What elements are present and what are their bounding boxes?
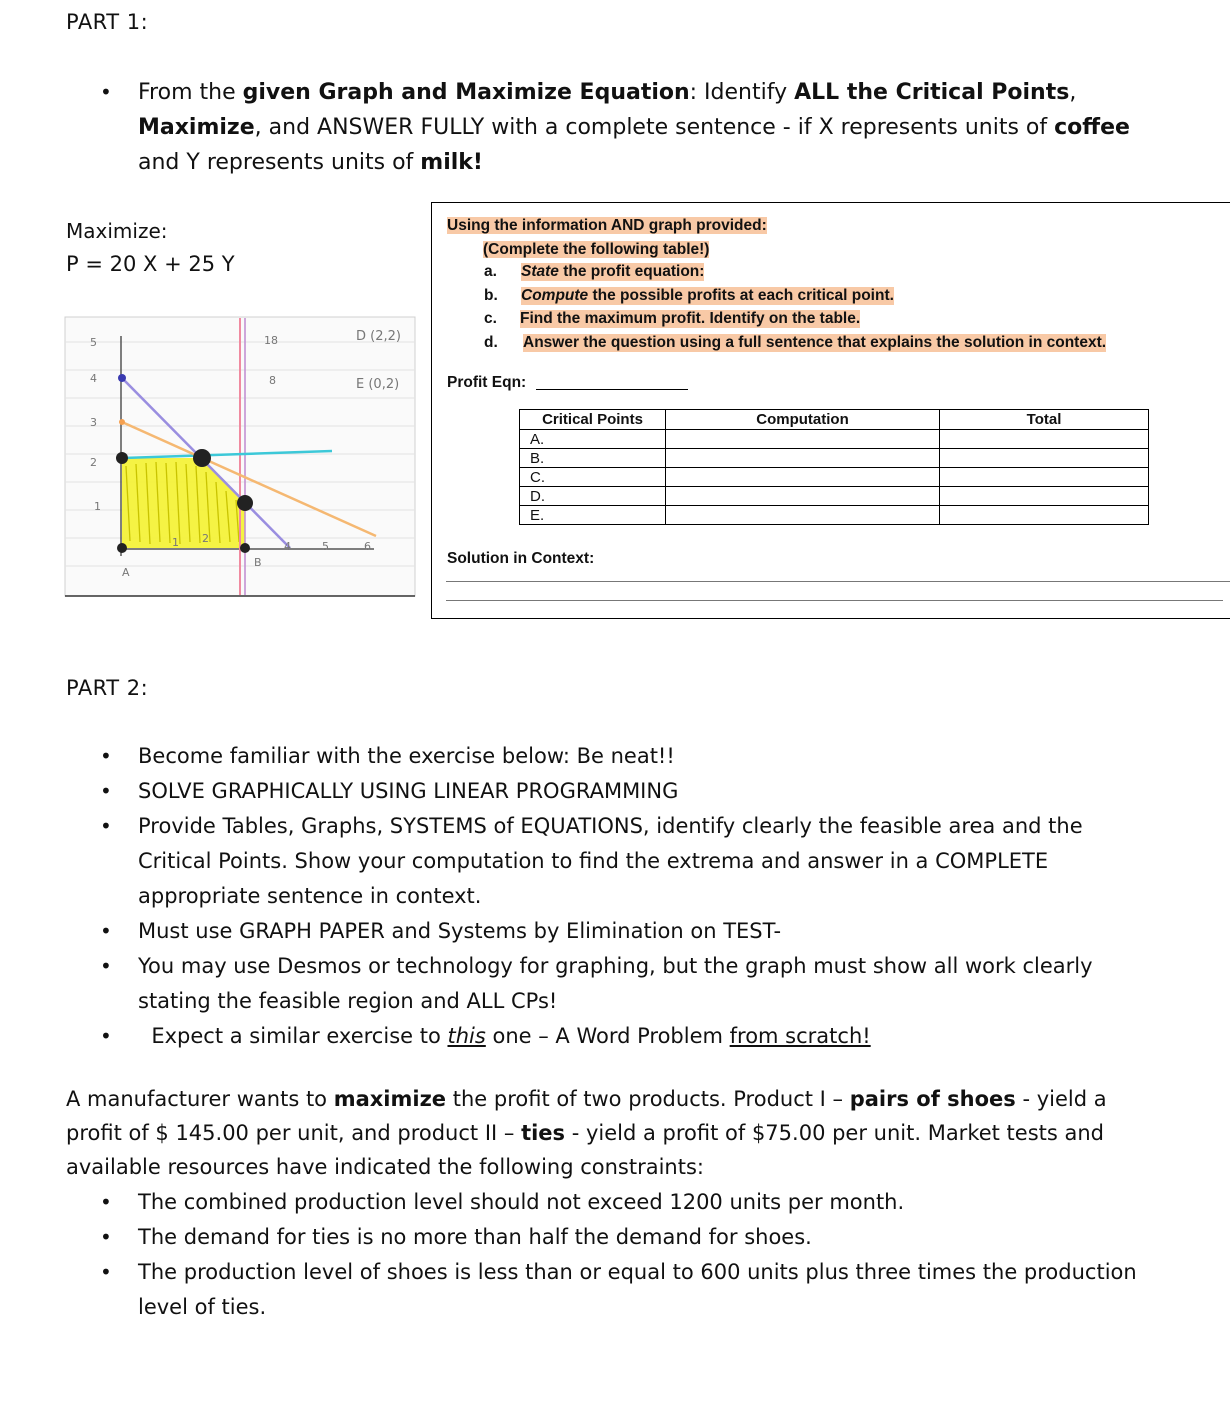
constraint-list <box>138 1185 1158 1325</box>
part1-instruction-list <box>138 75 1158 180</box>
table-row: E. <box>520 506 1149 525</box>
solution-line-2[interactable] <box>446 600 1223 601</box>
critical-points-table <box>519 409 1149 525</box>
part1-title: PART 1: <box>66 10 149 34</box>
part2-bullet-3: • Provide Tables, Graphs, SYSTEMS of EQUATIONS, identify clearly the feasible area and the Critical Points. Show your computation to find the extrema and answer in a COMPLETE appropriate sentence in context. <box>138 809 1160 914</box>
maximize-label: Maximize: <box>66 219 168 243</box>
th-total: Total <box>940 410 1149 430</box>
x-tick: 6 <box>364 540 371 553</box>
y-tick: 1 <box>94 500 101 513</box>
instructions-box <box>431 202 1230 619</box>
profit-equation: P = 20 X + 25 Y <box>66 252 235 276</box>
point-A <box>117 543 127 553</box>
th-computation: Computation <box>666 410 940 430</box>
y-tick: 4 <box>90 372 97 385</box>
point-C <box>237 495 253 511</box>
point-orange-intercept <box>119 419 125 425</box>
x-tick: 1 <box>172 536 179 549</box>
y-tick: 2 <box>90 456 97 469</box>
step-a: a. State the profit equation: <box>484 263 705 280</box>
x-tick: 4 <box>284 540 291 553</box>
step-d: d. Answer the question using a full sentence that explains the solution in context. <box>484 334 1107 351</box>
table-row: C. <box>520 468 1149 487</box>
label-E: E (0,2) <box>356 377 400 392</box>
label-8: 8 <box>269 374 276 387</box>
word-problem: A manufacturer wants to maximize the profit of two products. Product I – pairs of shoes - yield a profit of $ 145.00 per unit, and product II – ties - yield a profit of $75.00 per unit. Market tests and available resources have indicated the following constraints: <box>66 1087 1107 1179</box>
y-tick: 3 <box>90 416 97 429</box>
step-b: b. Compute the possible profits at each critical point. <box>484 287 894 304</box>
part2-bullet-list <box>138 739 1160 1054</box>
profit-eqn-label: Profit Eqn: <box>447 374 527 391</box>
table-row: D. <box>520 487 1149 506</box>
part2-bullet-1: • Become familiar with the exercise below: Be neat!! <box>138 739 1160 774</box>
solution-line-1[interactable] <box>446 581 1230 582</box>
box-subheading: (Complete the following table!) <box>483 241 710 258</box>
y-tick: 5 <box>90 336 97 349</box>
label-A: A <box>122 566 130 579</box>
lp-graph <box>64 316 416 598</box>
part2-bullet-2: • SOLVE GRAPHICALLY USING LINEAR PROGRAMMING <box>138 774 1160 809</box>
profit-eqn-blank[interactable] <box>536 389 688 390</box>
label-18: 18 <box>264 334 278 347</box>
solution-label: Solution in Context: <box>447 550 595 567</box>
point-D <box>193 449 211 467</box>
part2-bullet-4: • Must use GRAPH PAPER and Systems by Elimination on TEST- <box>138 914 1160 949</box>
point-purple-intercept <box>118 374 126 382</box>
label-D: D (2,2) <box>356 329 401 344</box>
x-tick: 5 <box>322 540 329 553</box>
part2-bullet-6: • Expect a similar exercise to this one – A Word Problem from scratch! <box>138 1019 1160 1054</box>
table-row: A. <box>520 430 1149 449</box>
point-E <box>116 452 128 464</box>
constraint-item: • The demand for ties is no more than half the demand for shoes. <box>138 1220 1158 1255</box>
x-tick: 2 <box>202 532 209 545</box>
constraint-item: • The combined production level should not exceed 1200 units per month. <box>138 1185 1158 1220</box>
th-critical-points: Critical Points <box>520 410 666 430</box>
part2-title: PART 2: <box>66 676 149 700</box>
part1-instruction: • From the given Graph and Maximize Equation: Identify ALL the Critical Points, Maximize, and ANSWER FULLY with a complete sentence - if X represents units of coffee and Y represents units of milk! <box>138 75 1158 180</box>
x-tick: B <box>254 556 262 569</box>
point-B <box>240 543 250 553</box>
constraint-item: • The production level of shoes is less than or equal to 600 units plus three times the production level of ties. <box>138 1255 1158 1325</box>
part2-bullet-5: • You may use Desmos or technology for graphing, but the graph must show all work clearly stating the feasible region and ALL CPs! <box>138 949 1160 1019</box>
step-c: c. Find the maximum profit. Identify on the table. <box>484 310 861 327</box>
box-heading: Using the information AND graph provided: <box>447 217 767 234</box>
table-row: B. <box>520 449 1149 468</box>
